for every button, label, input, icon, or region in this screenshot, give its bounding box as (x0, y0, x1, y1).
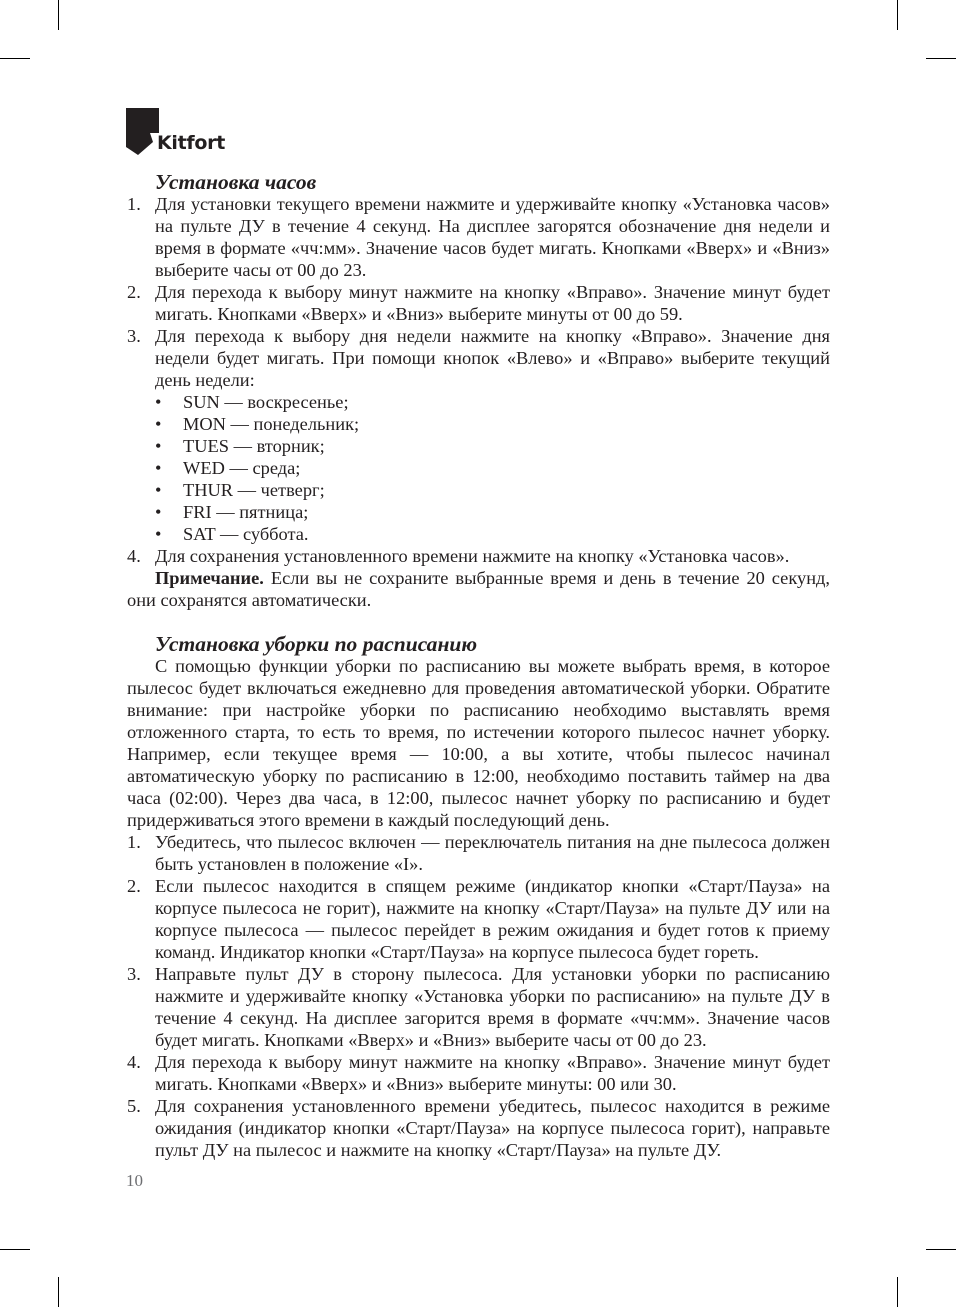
schedule-intro-paragraph: С помощью функции уборки по расписанию вы можете выбрать время, в которое пылесос будет включаться ежедневно для проведения автоматической уборки. Обратите внимание: при настройке уборки по расписанию необходимо выставлять время отложенного старта, то есть то время, по истечении которого пылесос начнет уборку. Например, если текущее время — 10:00, а вы хотите, чтобы пылесос начинал автоматическую уборку по расписанию в 12:00, необходимо поставить таймер на два часа (02:00). Через два часа, в 12:00, пылесос начнет уборку по расписанию и будет придерживаться этого времени в каждый последующий день. (127, 656, 830, 830)
step-text: Для сохранения установленного времени нажмите на кнопку «Установка часов». (155, 546, 790, 566)
crop-mark-top-right-v (897, 0, 898, 30)
bullet-icon: • (155, 502, 162, 522)
schedule-steps-list (127, 831, 830, 1161)
kitfort-shield-icon (126, 108, 160, 155)
list-item (127, 831, 830, 875)
list-item (127, 1095, 830, 1161)
weekday-text: SUN — воскресенье; (183, 392, 349, 412)
section-heading-schedule: Установка уборки по расписанию (155, 632, 478, 656)
bullet-icon: • (155, 524, 162, 544)
bullet-icon: • (155, 414, 162, 434)
step-number: 4. (127, 1052, 141, 1072)
crop-mark-bottom-left-h (0, 1249, 30, 1250)
step-number: 3. (127, 326, 141, 346)
step-number: 3. (127, 964, 141, 984)
bullet-icon: • (155, 392, 162, 412)
step-text: Если пылесос находится в спящем режиме (индикатор кнопки «Старт/Пауза» на корпусе пылесоса не горит), нажмите на кнопку «Старт/Пауза» на пульте ДУ или на корпусе пылесоса — пылесос перейдет в режим ожидания и будет готов к приему команд. Индикатор кнопки «Старт/Пауза» на корпусе пылесоса будет гореть. (155, 876, 830, 962)
note-paragraph (127, 567, 830, 611)
step-text: Направьте пульт ДУ в сторону пылесоса. Для установки уборки по расписанию нажмите и удерживайте кнопку «Установка уборки по расписанию» на пульте ДУ в течение 4 секунд. На дисплее загорится время в формате «чч:мм». Значение часов будет мигать. Кнопками «Вверх» и «Вниз» выберите часы от 00 до 23. (155, 964, 830, 1050)
crop-mark-top-left-v (58, 0, 59, 30)
step-text: Для перехода к выбору минут нажмите на кнопку «Вправо». Значение минут будет мигать. Кнопками «Вверх» и «Вниз» выберите минуты: 00 или 30. (155, 1052, 830, 1094)
brand-logo (126, 108, 226, 158)
list-item (155, 413, 830, 435)
list-item (155, 435, 830, 457)
list-item (127, 193, 830, 281)
note-text: Если вы не сохраните выбранные время и день в течение 20 секунд, они сохранятся автоматически. (127, 568, 830, 610)
crop-mark-bottom-left-v (58, 1277, 59, 1307)
list-item (155, 391, 830, 413)
bullet-icon: • (155, 458, 162, 478)
bullet-icon: • (155, 436, 162, 456)
step-text: Убедитесь, что пылесос включен — переключатель питания на дне пылесоса должен быть установлен в положение «I». (155, 832, 830, 874)
list-item (127, 875, 830, 963)
list-item (155, 523, 830, 545)
step-number: 1. (127, 194, 141, 214)
step-number: 4. (127, 546, 141, 566)
section-spacer (127, 611, 830, 633)
step-text: Для установки текущего времени нажмите и удерживайте кнопку «Установка часов» на пульте ДУ в течение 4 секунд. На дисплее загорятся обозначение дня недели и время в формате «чч:мм». Значение часов будет мигать. Кнопками «Вверх» и «Вниз» выберите часы от 00 до 23. (155, 194, 830, 280)
list-item (155, 479, 830, 501)
list-item (127, 1051, 830, 1095)
weekday-text: SAT — суббота. (183, 524, 309, 544)
list-item (127, 325, 830, 545)
page-number: 10 (126, 1171, 143, 1190)
list-item (127, 545, 830, 567)
list-item (127, 963, 830, 1051)
step-text: Для перехода к выбору дня недели нажмите на кнопку «Вправо». Значение дня недели будет мигать. При помощи кнопок «Влево» и «Вправо» выберите текущий день недели: (155, 326, 830, 390)
weekday-text: FRI — пятница; (183, 502, 309, 522)
weekday-list (155, 391, 830, 545)
crop-mark-bottom-right-v (897, 1277, 898, 1307)
section-heading-clock: Установка часов (155, 170, 317, 194)
crop-mark-top-right-h (926, 58, 956, 59)
clock-steps-list (127, 193, 830, 567)
crop-mark-bottom-right-h (926, 1249, 956, 1250)
step-text: Для перехода к выбору минут нажмите на кнопку «Вправо». Значение минут будет мигать. Кнопками «Вверх» и «Вниз» выберите минуты от 00 до 59. (155, 282, 830, 324)
list-item (127, 281, 830, 325)
step-number: 2. (127, 282, 141, 302)
weekday-text: TUES — вторник; (183, 436, 325, 456)
brand-name: Kitfort (157, 132, 225, 154)
bullet-icon: • (155, 480, 162, 500)
weekday-text: THUR — четверг; (183, 480, 325, 500)
step-text: Для сохранения установленного времени убедитесь, пылесос находится в режиме ожидания (индикатор кнопки «Старт/Пауза» на корпусе пылесоса горит), направьте пульт ДУ на пылесос и нажмите на кнопку «Старт/Пауза» на пульте ДУ. (155, 1096, 830, 1160)
crop-mark-top-left-h (0, 58, 30, 59)
weekday-text: WED — среда; (183, 458, 301, 478)
list-item (155, 501, 830, 523)
document-body (127, 171, 830, 1161)
step-number: 2. (127, 876, 141, 896)
note-label: Примечание. (155, 568, 264, 588)
step-number: 1. (127, 832, 141, 852)
weekday-text: MON — понедельник; (183, 414, 360, 434)
list-item (155, 457, 830, 479)
step-number: 5. (127, 1096, 141, 1116)
